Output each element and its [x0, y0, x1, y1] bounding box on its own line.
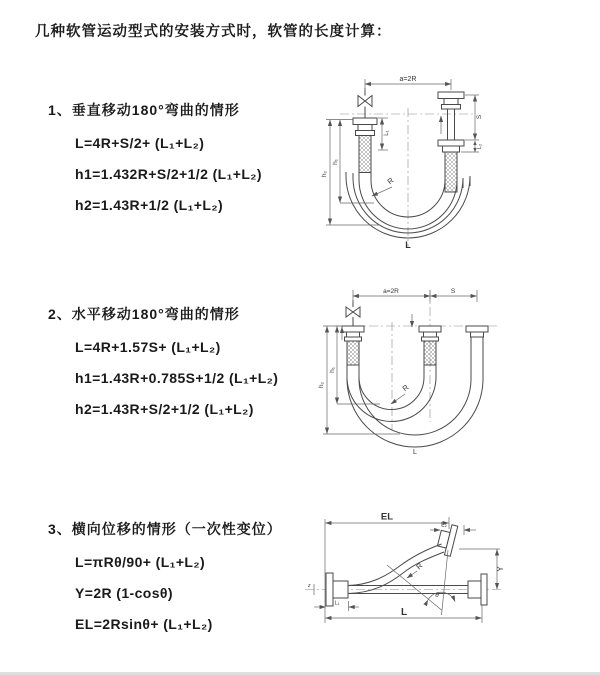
dim-label-r: R	[400, 382, 411, 394]
dim-label-h2: h₂	[321, 170, 328, 178]
dim-label-l1: L₁	[334, 600, 340, 607]
construction-lines	[387, 550, 455, 615]
section-1-heading: 1、垂直移动180°弯曲的情形	[48, 102, 240, 118]
dim-label-h2: h₂	[318, 381, 325, 389]
section-1-text	[48, 100, 262, 213]
formula-length: L=πRθ/90+ (L₁+L₂)	[75, 554, 206, 570]
dim-label-l1: L₁	[384, 130, 390, 136]
dim-label-s: S	[450, 288, 456, 295]
section-3-text	[48, 519, 282, 632]
radius-callout	[372, 175, 396, 196]
diagram-lateral-displacement	[297, 503, 597, 653]
dim-label-l: L	[400, 607, 408, 618]
section-3-heading: 3、横向位移的情形（一次性变位）	[48, 521, 282, 537]
diagram-vertical-180-bend	[308, 70, 588, 260]
left-fitting	[353, 118, 377, 173]
valve-symbol	[346, 300, 360, 326]
formula-h1: h1=1.43R+0.785S+1/2 (L₁+L₂)	[75, 370, 279, 386]
dimension-l1-fitting	[378, 118, 390, 150]
section-2-text	[48, 304, 278, 417]
section-2-heading: 2、水平移动180°弯曲的情形	[48, 306, 240, 322]
formula-y: Y=2R (1-cosθ)	[75, 585, 173, 601]
right-fitting	[438, 92, 464, 192]
dimension-a2r	[353, 288, 477, 302]
dim-label-theta: θ	[435, 592, 439, 599]
dim-label-s: S	[476, 114, 483, 120]
valve-symbol	[358, 88, 372, 118]
dimension-a2r	[365, 76, 451, 91]
dimension-el	[325, 512, 449, 624]
dim-label-r: R	[385, 175, 396, 187]
dimension-s-stroke	[431, 288, 477, 296]
page-title: 几种软管运动型式的安装方式时，软管的长度计算：	[35, 24, 392, 40]
formula-h2: h2=1.43R+1/2 (L₁+L₂)	[75, 197, 224, 213]
right-fitting	[466, 326, 488, 379]
dim-label-l2: L₂	[477, 143, 483, 150]
dim-label-a2r: a=2R	[399, 76, 417, 83]
hose-u-bends	[347, 365, 483, 447]
formula-h2: h2=1.43R+S/2+1/2 (L₁+L₂)	[75, 401, 254, 417]
radius-callout	[391, 382, 411, 404]
displaced-hose-s-curve	[348, 544, 444, 594]
dimension-l1-fitting	[314, 601, 359, 612]
formula-el: EL=2Rsinθ+ (L₁+L₂)	[75, 616, 213, 632]
formula-length: L=4R+S/2+ (L₁+L₂)	[75, 135, 205, 151]
formula-length: L=4R+1.57S+ (L₁+L₂)	[75, 339, 221, 355]
diagram-horizontal-180-bend	[305, 282, 595, 462]
left-fitting	[342, 326, 364, 365]
dim-label-l2: L₂	[441, 522, 447, 529]
formula-h1: h1=1.432R+S/2+1/2 (L₁+L₂)	[75, 166, 262, 182]
dim-label-l-total: L	[405, 240, 411, 250]
dimension-l-total	[326, 605, 483, 623]
dimension-s-stroke	[465, 95, 483, 140]
dim-label-r: R	[414, 560, 425, 572]
axis-mark: z	[308, 583, 311, 589]
dim-label-a2r: a=2R	[383, 288, 399, 295]
middle-fitting	[412, 314, 441, 365]
dim-label-l-total: L	[413, 449, 417, 456]
dim-label-h1: h₁	[329, 367, 336, 373]
right-flange	[468, 574, 487, 605]
dim-label-h1: h₁	[332, 159, 339, 165]
dim-label-y: Y	[496, 566, 505, 572]
dim-label-el: EL	[380, 511, 394, 523]
radius-callout	[407, 561, 425, 578]
